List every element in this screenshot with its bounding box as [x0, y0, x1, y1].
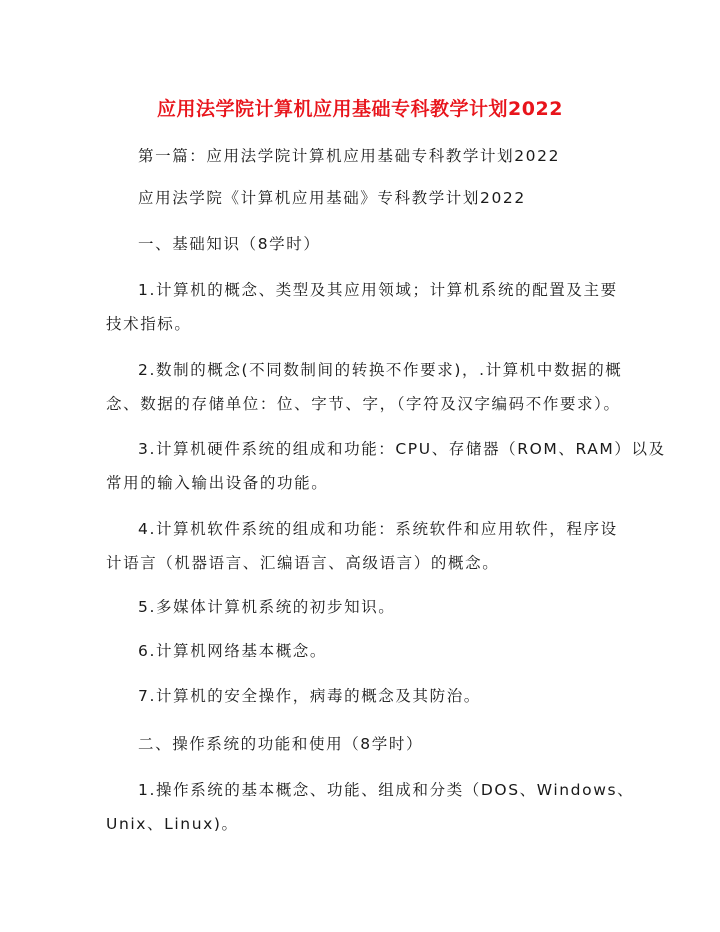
document-title: 应用法学院计算机应用基础专科教学计划2022 — [157, 98, 563, 120]
section-heading-basics — [106, 227, 636, 261]
paragraph-line: 念、数据的存储单位：位、字节、字，（字符及汉字编码不作要求）。 — [106, 395, 621, 413]
section-heading-os — [106, 727, 636, 761]
paragraph-line: 7.计算机的安全操作，病毒的概念及其防治。 — [138, 687, 481, 705]
paragraph-first-chapter — [106, 139, 636, 173]
paragraph-item-4 — [106, 512, 636, 580]
paragraph-line: 第一篇：应用法学院计算机应用基础专科教学计划2022 — [138, 147, 561, 165]
paragraph-line: Unix、Linux)。 — [106, 815, 239, 833]
paragraph-line: 1.计算机的概念、类型及其应用领域；计算机系统的配置及主要 — [138, 281, 618, 299]
paragraph-line: 3.计算机硬件系统的组成和功能：CPU、存储器（ROM、RAM）以及 — [138, 440, 666, 458]
paragraph-line: 5.多媒体计算机系统的初步知识。 — [138, 598, 396, 616]
paragraph-item-3 — [106, 432, 666, 500]
paragraph-line: 技术指标。 — [106, 315, 192, 333]
paragraph-line: 6.计算机网络基本概念。 — [138, 642, 327, 660]
paragraph-line: 计语言（机器语言、汇编语言、高级语言）的概念。 — [106, 554, 500, 572]
paragraph-line: 2.数制的概念(不同数制间的转换不作要求)，.计算机中数据的概 — [138, 361, 623, 379]
paragraph-item-2 — [106, 353, 636, 421]
paragraph-item-1 — [106, 273, 636, 341]
paragraph-item-7 — [106, 679, 636, 713]
paragraph-plan-name — [106, 181, 636, 215]
paragraph-line: 二、操作系统的功能和使用（8学时） — [138, 735, 424, 753]
paragraph-item-5 — [106, 590, 636, 624]
paragraph-line: 1.操作系统的基本概念、功能、组成和分类（DOS、Windows、 — [138, 781, 635, 799]
paragraph-line: 常用的输入输出设备的功能。 — [106, 474, 329, 492]
paragraph-os-item-1 — [106, 773, 636, 841]
paragraph-item-6 — [106, 634, 636, 668]
paragraph-line: 应用法学院《计算机应用基础》专科教学计划2022 — [138, 189, 526, 207]
paragraph-line: 一、基础知识（8学时） — [138, 235, 321, 253]
paragraph-line: 4.计算机软件系统的组成和功能：系统软件和应用软件，程序设 — [138, 520, 618, 538]
